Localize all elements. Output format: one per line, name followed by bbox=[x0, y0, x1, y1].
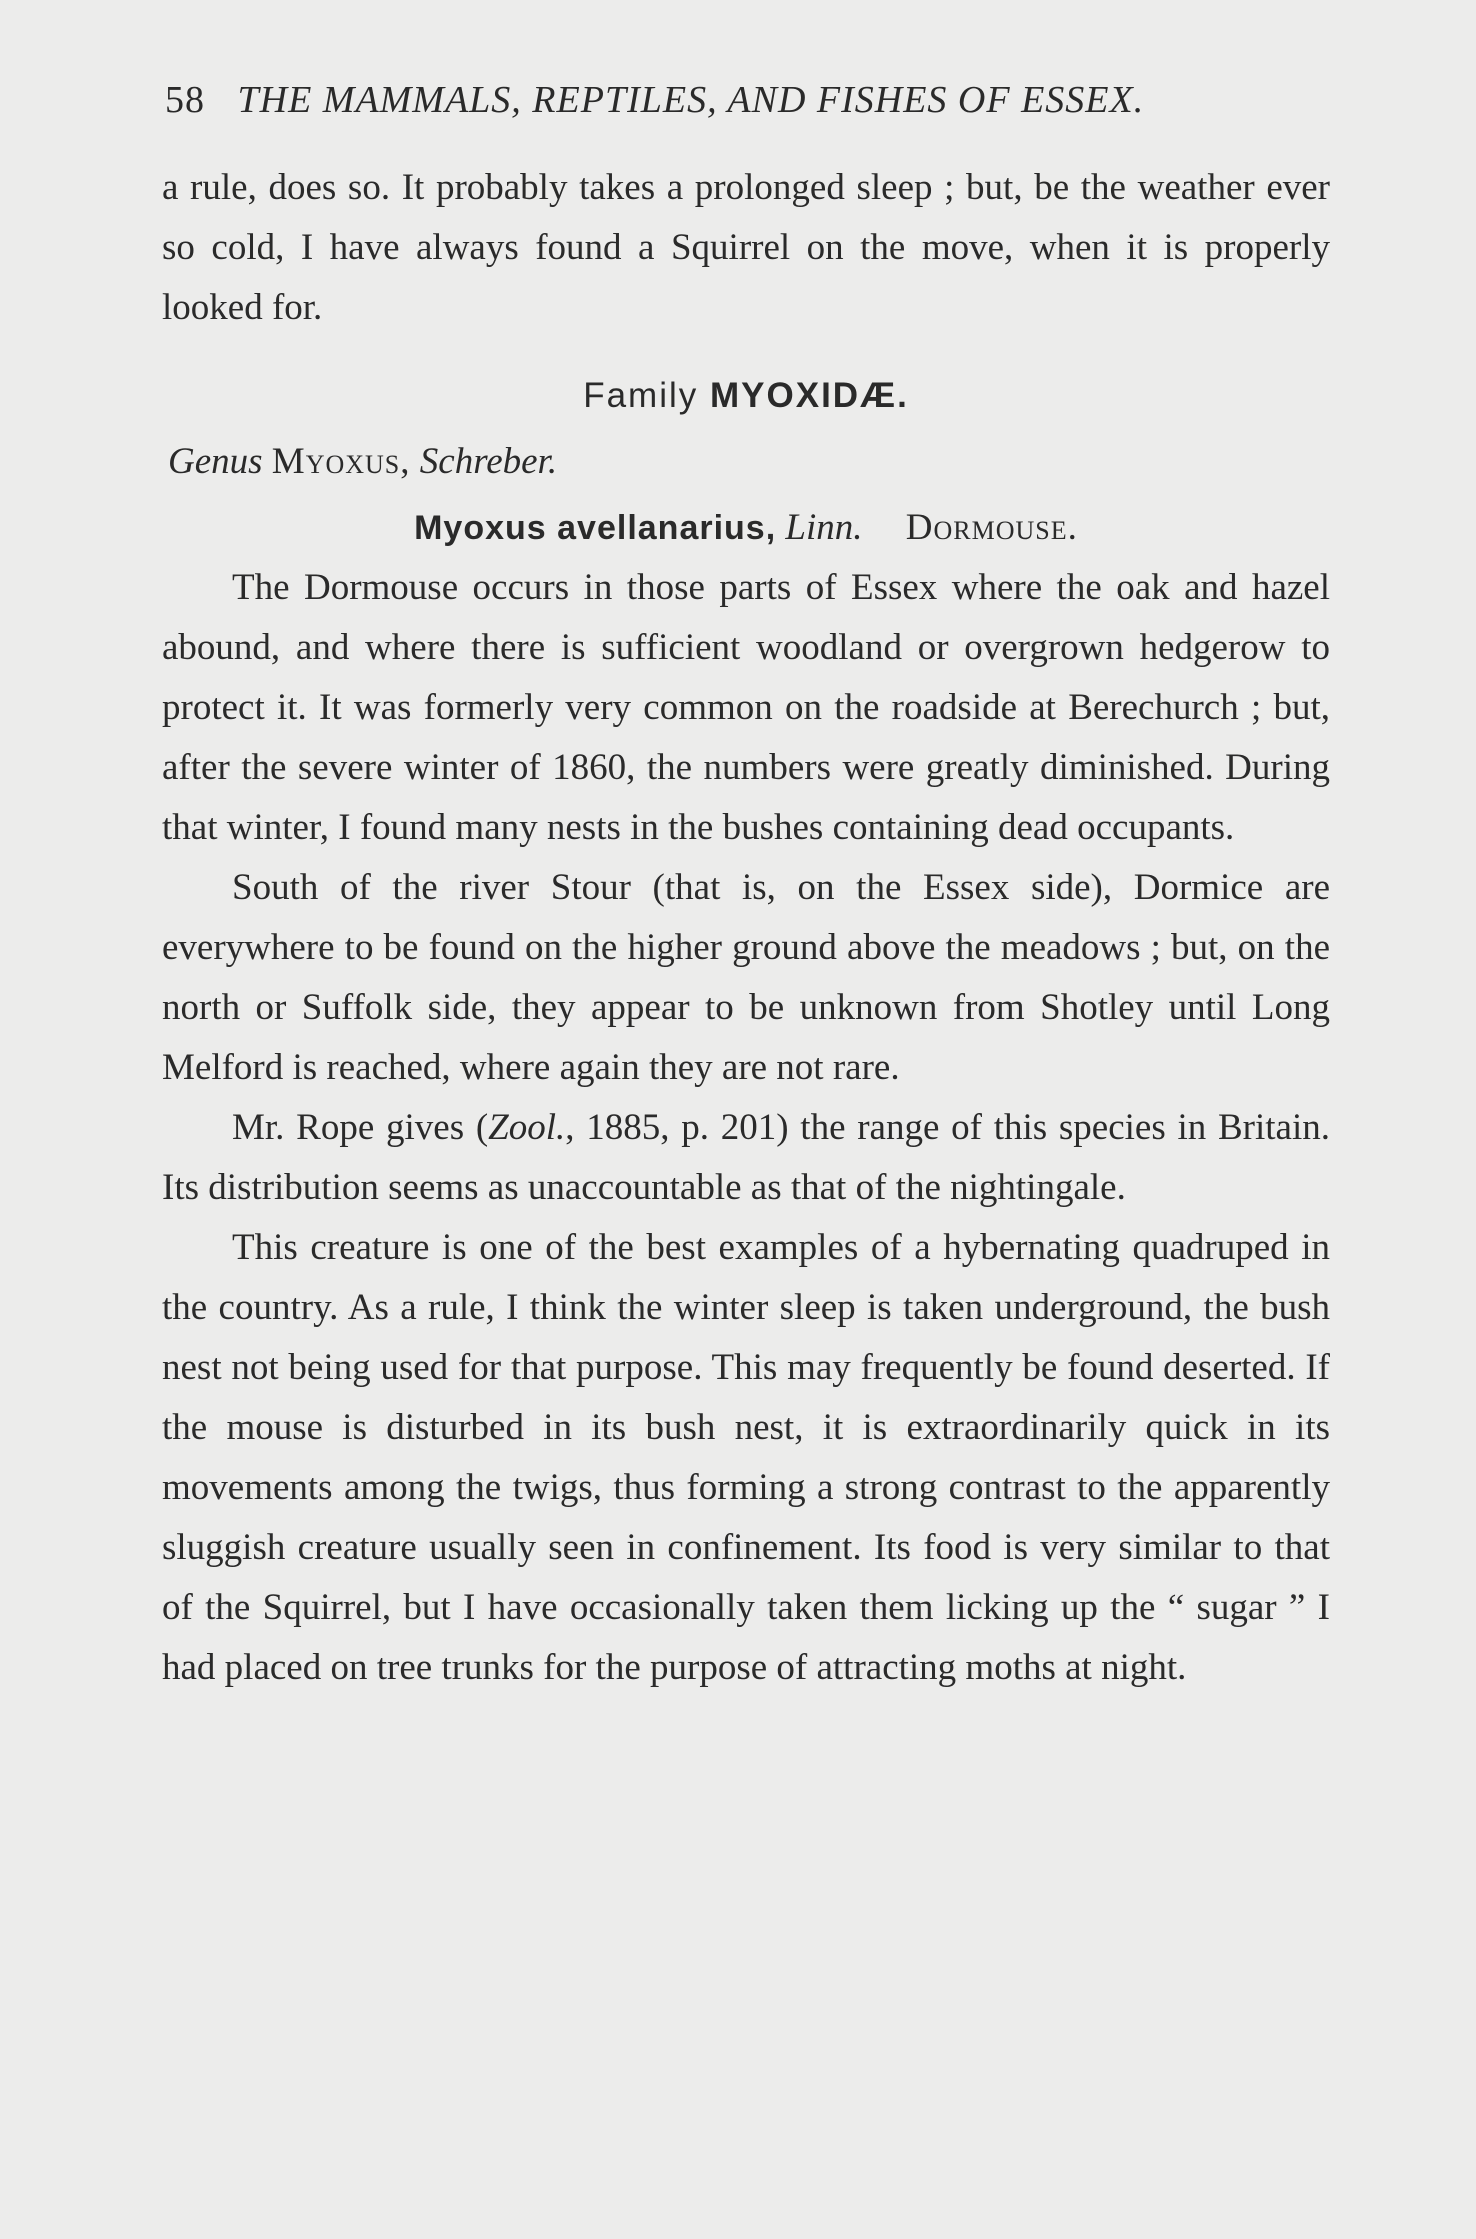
paragraph-mr-rope bbox=[162, 1098, 1330, 1218]
species-heading bbox=[162, 498, 1330, 558]
running-head-title: THE MAMMALS, REPTILES, AND FISHES OF ESSEX. bbox=[237, 79, 1145, 121]
paragraph-hybernation: This creature is one of the best examples of a hybernating quadruped in the country. As a rule, I think the winter sleep is taken underground, the bush nest not being used for that purpose. This may frequently be found deserted. If the mouse is disturbed in its bush nest, it is extraordinarily quick in its movements among the twigs, thus forming a strong contrast to the apparently sluggish creature usually seen in confinement. Its food is very similar to that of the Squirrel, but I have occasionally taken them licking up the “ sugar ” I had placed on tree trunks for the purpose of attracting moths at night. bbox=[162, 1227, 1330, 1688]
page-number: 58 bbox=[165, 79, 205, 121]
species-authority: Linn. bbox=[785, 507, 863, 548]
species-binomial: Myoxus avellanarius, bbox=[414, 509, 777, 547]
species-common-name: Dormouse. bbox=[905, 507, 1078, 548]
journal-citation: Zool. bbox=[488, 1107, 566, 1148]
genus-name: Myoxus, bbox=[271, 441, 411, 482]
family-heading bbox=[162, 366, 1330, 426]
running-head bbox=[165, 78, 1325, 122]
genus-prefix: Genus bbox=[168, 441, 263, 482]
opening-paragraph: a rule, does so. It probably takes a prolonged sleep ; but, be the weather ever so cold, I have always found a Squirrel on the move, when it is properly looked for. bbox=[162, 167, 1330, 328]
paragraph-mr-rope-end: , 1885, p. 201) the range of this species in Britain. Its distribution seems as unaccountable as that of the nightingale. bbox=[162, 1107, 1331, 1208]
paragraph-river-stour: South of the river Stour (that is, on the Essex side), Dormice are everywhere to be found on the higher ground above the meadows ; but, on the north or Suffolk side, they appear to be unknown from Shotley until Long Melford is reached, where again they are not rare. bbox=[162, 867, 1330, 1088]
paragraph-dormouse-occurrence: The Dormouse occurs in those parts of Essex where the oak and hazel abound, and where there is sufficient woodland or overgrown hedgerow to protect it. It was formerly very common on the roadside at Berechurch ; but, after the severe winter of 1860, the numbers were greatly diminished. During that winter, I found many nests in the bushes containing dead occupants. bbox=[162, 567, 1330, 848]
genus-line bbox=[168, 432, 1330, 492]
family-name: MYOXIDÆ. bbox=[710, 376, 909, 415]
paragraph-mr-rope-start: Mr. Rope gives ( bbox=[232, 1107, 489, 1148]
family-prefix: Family bbox=[583, 376, 699, 415]
page-body bbox=[162, 158, 1330, 1698]
genus-authority: Schreber. bbox=[419, 441, 558, 482]
